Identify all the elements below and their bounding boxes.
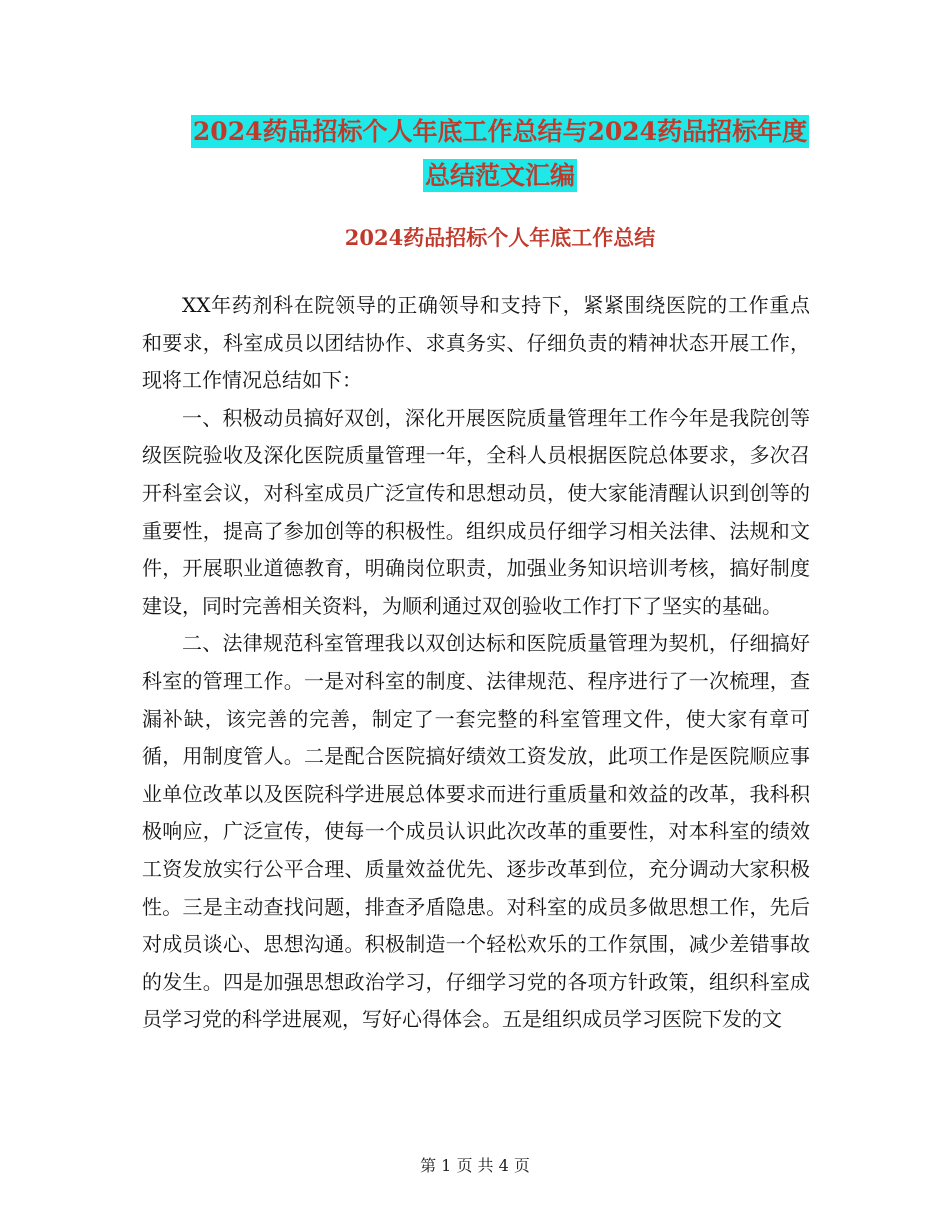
paragraph-2: 二、法律规范科室管理我以双创达标和医院质量管理为契机，仔细搞好科室的管理工作。一是对科室的制度、法律规范、程序进行了一次梳理，查漏补缺，该完善的完善，制定了一套完整的科室管理文件，使大家有章可循，用制度管人。二是配合医院搞好绩效工资发放，此项工作是医院顺应事业单位改革以及医院科学进展总体要求而进行重质量和效益的改革，我科积极响应，广泛宣传，使每一个成员认识此次改革的重要性，对本科室的绩效工资发放实行公平合理、质量效益优先、逐步改革到位，充分调动大家积极性。三是主动查找问题，排查矛盾隐患。对科室的成员多做思想工作，先后对成员谈心、思想沟通。积极制造一个轻松欢乐的工作氛围，减少差错事故的发生。四是加强思想政治学习，仔细学习党的各项方针政策，组织科室成员学习党的科学进展观，写好心得体会。五是组织成员学习医院下发的文	[142, 631, 810, 1032]
paragraph-1: 一、积极动员搞好双创，深化开展医院质量管理年工作今年是我院创等级医院验收及深化医院质量管理一年，全科人员根据医院总体要求，多次召开科室会议，对科室成员广泛宣传和思想动员，使大家能清醒认识到创等的重要性，提高了参加创等的积极性。组织成员仔细学习相关法律、法规和文件，开展职业道德教育，明确岗位职责，加强业务知识培训考核，搞好制度建设，同时完善相关资料，为顺利通过双创验收工作打下了坚实的基础。	[142, 405, 810, 618]
document-title	[140, 110, 860, 198]
page-footer: 第 1 页 共 4 页	[420, 1156, 530, 1175]
section-title: 2024药品招标个人年底工作总结	[344, 225, 656, 250]
paragraph-intro: XX年药剂科在院领导的正确领导和支持下，紧紧围绕医院的工作重点和要求，科室成员以团结协作、求真务实、仔细负责的精神状态开展工作，现将工作情况总结如下：	[142, 293, 810, 393]
document-body	[142, 287, 810, 1039]
title-line-2: 总结范文汇编	[424, 161, 575, 190]
title-line-1: 2024药品招标个人年底工作总结与2024药品招标年度	[192, 117, 808, 146]
